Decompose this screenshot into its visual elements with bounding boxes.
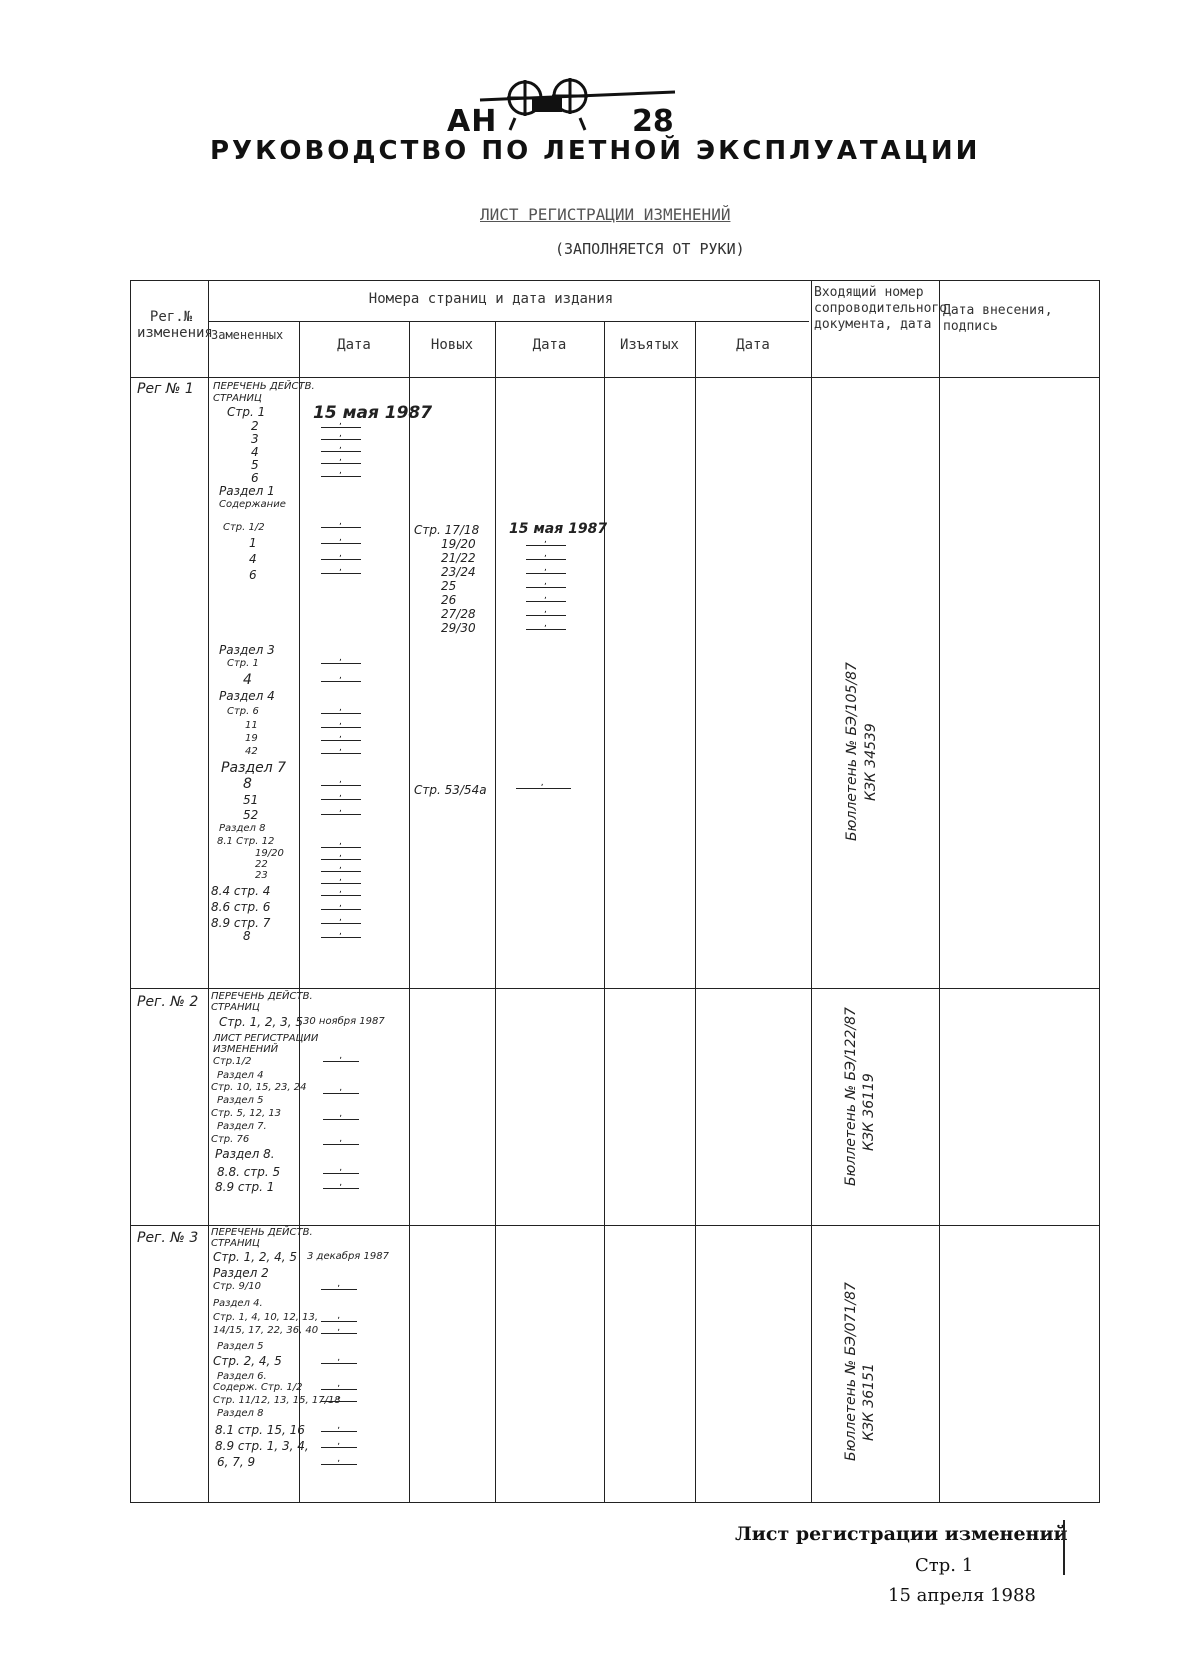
row2-item: Раздел 8. <box>215 1147 275 1161</box>
col-new-header: Новых <box>430 337 474 353</box>
row3-item: Раздел 4. <box>213 1298 263 1309</box>
row1-item: 11 <box>245 720 258 731</box>
col-removed-header: Изъятых <box>619 337 679 353</box>
brand-28: 28 <box>632 104 674 139</box>
row1-new-date: 15 мая 1987 <box>509 521 608 537</box>
row1-new: 23/24 <box>441 565 476 579</box>
row1-item: 8.6 стр. 6 <box>211 900 271 914</box>
row1-item: Раздел 3 <box>219 643 275 657</box>
row2-item: Стр.1/2 <box>213 1056 252 1067</box>
row3-incoming: Бюллетень № БЭ/071/87 <box>843 1282 859 1461</box>
row1-incoming: Бюллетень № БЭ/105/87 <box>844 662 860 841</box>
row1-new: 21/22 <box>441 551 476 565</box>
row1-item: 51 <box>243 793 259 807</box>
row3-date: 3 декабря 1987 <box>307 1251 389 1262</box>
row3-item: Раздел 6. <box>217 1371 267 1382</box>
row3-item: 14/15, 17, 22, 36, 40 <box>213 1325 319 1336</box>
row3-item: 8.9 стр. 1, 3, 4, <box>215 1439 309 1453</box>
row1-item: 8.9 стр. 7 <box>211 916 271 930</box>
row1-new: Стр. 53/54а <box>414 783 487 797</box>
row1-reg: Рег № 1 <box>137 381 194 397</box>
row2-incoming-2: КЗК 36119 <box>861 1073 877 1151</box>
row1-item: 4 <box>243 672 252 688</box>
registration-table <box>130 280 1100 1503</box>
row1-item: 4 <box>249 552 257 566</box>
row1-item: 22 <box>255 859 268 870</box>
col-date3-header: Дата <box>736 337 770 353</box>
col-reg-header: Рег.№ изменения <box>137 309 213 341</box>
row2-item: Раздел 4 <box>217 1070 264 1081</box>
sheet-title: ЛИСТ РЕГИСТРАЦИИ ИЗМЕНЕНИЙ <box>480 205 731 224</box>
row1-item: СТРАНИЦ <box>213 393 262 404</box>
row1-incoming-2: КЗК 34539 <box>863 723 879 801</box>
row1-item: 2 <box>251 419 259 433</box>
row1-item: Стр. 1 <box>227 405 266 419</box>
row2-item: Стр. 1, 2, 3, 5 <box>219 1015 304 1029</box>
row1-item: 42 <box>245 746 258 757</box>
footer-title: Лист регистрации изменений <box>735 1523 1068 1545</box>
row3-item: 6, 7, 9 <box>217 1455 256 1469</box>
row3-item: Содерж. Стр. 1/2 <box>213 1382 303 1393</box>
row3-item: Стр. 1, 4, 10, 12, 13, <box>213 1312 319 1323</box>
sheet-subtitle: (ЗАПОЛНЯЕТСЯ ОТ РУКИ) <box>555 240 745 258</box>
row3-incoming-2: КЗК 36151 <box>861 1363 877 1441</box>
row2-item: Раздел 5 <box>217 1095 264 1106</box>
footer-date: 15 апреля 1988 <box>888 1585 1036 1606</box>
row3-item: 8.1 стр. 15, 16 <box>215 1423 305 1437</box>
row1-item: ПЕРЕЧЕНЬ ДЕЙСТВ. <box>213 381 315 392</box>
row2-item: Стр. 5, 12, 13 <box>211 1108 282 1119</box>
row1-item: Раздел 1 <box>219 484 275 498</box>
row1-new: 19/20 <box>441 537 476 551</box>
col-date2-header: Дата <box>532 337 567 353</box>
row3-item: Стр. 11/12, 13, 15, 17/18 <box>213 1395 341 1406</box>
row1-item: 8.4 стр. 4 <box>211 884 271 898</box>
row2-date: 30 ноября 1987 <box>303 1016 385 1027</box>
group-header: Номера страниц и дата издания <box>368 291 614 307</box>
margin-bar <box>1063 1520 1065 1575</box>
row2-reg: Рег. № 2 <box>137 994 199 1010</box>
row1-item: 5 <box>251 458 259 472</box>
row1-item: Стр. 1 <box>227 658 259 669</box>
col-replaced-header: Замененных <box>211 328 284 342</box>
row1-item: 52 <box>243 808 259 822</box>
col-date1-header: Дата <box>337 337 371 353</box>
row2-item: Стр. 10, 15, 23, 24 <box>211 1082 307 1093</box>
row1-new: 27/28 <box>441 607 476 621</box>
row3-item: СТРАНИЦ <box>211 1238 260 1249</box>
row1-item: 6 <box>251 471 259 485</box>
row2-item: Стр. 76 <box>211 1134 250 1145</box>
row2-item: 8.8. стр. 5 <box>217 1165 281 1179</box>
row2-item: ПЕРЕЧЕНЬ ДЕЙСТВ. <box>211 991 313 1002</box>
row1-item: 19/20 <box>255 848 284 859</box>
row2-item: ЛИСТ РЕГИСТРАЦИИ <box>213 1033 319 1044</box>
row3-item: Раздел 2 <box>213 1266 269 1280</box>
row1-item: 19 <box>245 733 258 744</box>
row2-item: 8.9 стр. 1 <box>215 1180 275 1194</box>
row1-item: 23 <box>255 870 268 881</box>
row1-item: Содержание <box>219 499 286 510</box>
col-incoming-header: Входящий номер сопроводительного документа, дата <box>814 285 948 332</box>
row1-new: 29/30 <box>441 621 476 635</box>
row1-item: Раздел 8 <box>219 823 266 834</box>
manual-title: РУКОВОДСТВО ПО ЛЕТНОЙ ЭКСПЛУАТАЦИИ <box>210 136 981 166</box>
row1-item: Стр. 1/2 <box>223 522 265 533</box>
row1-item: 1 <box>249 536 257 550</box>
row3-item: Стр. 1, 2, 4, 5 <box>213 1250 298 1264</box>
row1-item: Раздел 4 <box>219 689 275 703</box>
row1-item: 4 <box>251 445 259 459</box>
footer-page: Стр. 1 <box>915 1555 974 1576</box>
row3-reg: Рег. № 3 <box>137 1230 199 1246</box>
row1-item: 8.1 Стр. 12 <box>217 836 275 847</box>
row1-new: 26 <box>441 593 457 607</box>
row3-item: Раздел 8 <box>217 1408 264 1419</box>
col-sign-header: Дата внесения, подпись <box>943 303 1053 334</box>
row3-item: ПЕРЕЧЕНЬ ДЕЙСТВ. <box>211 1227 313 1238</box>
row1-new: Стр. 17/18 <box>414 523 480 537</box>
row3-item: Раздел 5 <box>217 1341 264 1352</box>
row1-new: 25 <box>441 579 457 593</box>
row1-item: Стр. 6 <box>227 706 259 717</box>
row2-item: ИЗМЕНЕНИЙ <box>213 1044 279 1055</box>
row2-item: СТРАНИЦ <box>211 1002 260 1013</box>
row1-item: 8 <box>243 776 252 792</box>
row1-date: 15 мая 1987 <box>313 403 433 423</box>
row3-item: Стр. 9/10 <box>213 1281 261 1292</box>
row3-item: Стр. 2, 4, 5 <box>213 1354 282 1368</box>
brand-an: АН <box>447 104 498 139</box>
row1-item: 3 <box>251 432 259 446</box>
row1-item: 6 <box>249 568 257 582</box>
row1-item: Раздел 7 <box>221 760 287 776</box>
row1-item: 8 <box>243 929 251 943</box>
row2-incoming: Бюллетень № БЭ/122/87 <box>843 1007 859 1186</box>
row2-item: Раздел 7. <box>217 1121 267 1132</box>
